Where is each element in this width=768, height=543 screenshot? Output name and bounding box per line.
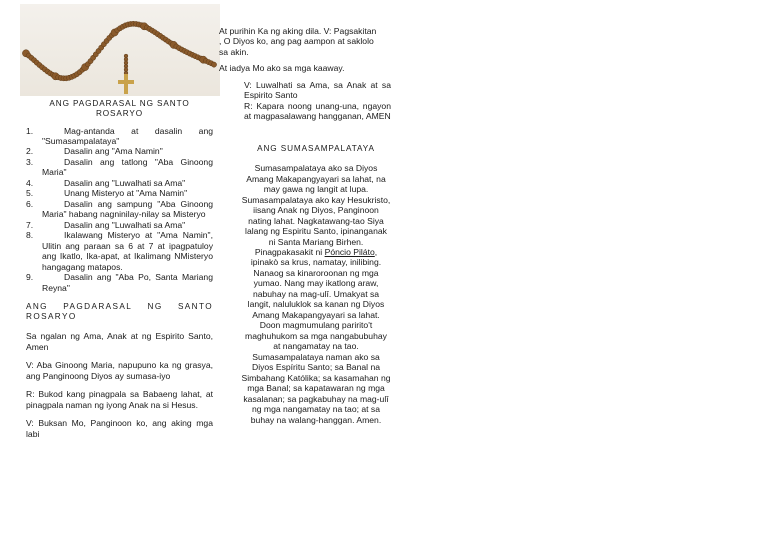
crucifix-icon [118,74,134,94]
step-number: 5. [26,188,34,199]
step-item [26,126,213,147]
step-item [26,188,213,198]
step-text: Dasalin ang "Luwalhati sa Ama" [64,219,186,230]
step-text: Dasalin ang tatlong "Aba Ginoong Maria" [42,156,213,178]
step-number: 2. [26,146,34,157]
prayer-kapara: R: Kapara noong unang-una, ngayon at magpasalawang hangganan, AMEN [244,100,391,122]
prayer-paragraph: V: Buksan Mo, Panginoon ko, ang aking mga labi [26,418,213,439]
prayer-top-text: At purihin Ka ng aking dila. V: Pagsakitan , O Diyos ko, ang pag aampon at saklolo sa akin. [219,26,377,57]
step-number: 4. [26,177,34,188]
rosary-steps-title: ANG PAGDARASAL NG SANTO ROSARYO [49,99,190,119]
step-item [26,178,213,188]
rosary-image [20,4,220,96]
prayer-paragraph: V: Aba Ginoong Maria, napupuno ka ng grasya, ang Panginoong Diyos ay sumasa-iyo [26,360,213,381]
right-column [219,26,391,425]
rosary-prayer-title [26,302,213,312]
prayer-paragraphs [26,331,213,439]
prayer-paragraph: R: Bukod kang pinagpala sa Babaeng lahat, at pinagpala naman ng iyong Anak na si Hesus. [26,389,213,410]
pontius-pilate: Póncio Piláto [324,247,375,257]
step-text: Unang Misteryo at "Ama Namin" [64,188,188,199]
step-number: 1. [26,125,34,136]
step-text: Dasalin ang "Aba Po, Santa Mariang Reyna" [42,272,213,293]
left-column [26,99,213,447]
step-item [26,199,213,220]
creed-title: ANG SUMASAMPALATAYA [257,143,375,153]
step-number: 3. [26,156,34,167]
step-text: Dasalin ang sampung "Aba Ginoong Maria" habang nagninilay-nilay sa Misteryo [42,198,213,220]
prayer-paragraph: Sa ngalan ng Ama, Anak at ng Espirito Santo, Amen [26,331,213,352]
step-number: 7. [26,219,34,230]
step-text: Ikalawang Misteryo at "Ama Namin", Ulitin ang paraan sa 6 at 7 at ipagpatuloy ang Ikatlo, Ika-apat, at Ikalimang NMisteryo hangagang matapos. [42,230,213,272]
step-text: Dasalin ang "Luwalhati sa Ama" [64,177,186,188]
creed-text: Sumasampalataya ako sa Diyos Amang Makapangyayari sa lahat, na may gawa ng langit at lupa. Sumasampalataya ako kay Hesukristo, iisang Anak ng Diyos, Panginoon nating lahat. Nagkatawang-tao Siya lalang ng Espiritu Santo, ipinanganak ni Santa Mariang Birhen. Pinagpakasakit ni Póncio Piláto, ipinakò sa krus, namatay, inilibing. Nanaog sa kinaroroonan ng mga yumao. Nang may ikatlong araw, nabuhay na mag-ulî. Umakyat sa langit, naluluklok sa kanan ng Diyos Amang Makapangyayari sa lahat. Doon magmumulang paririto't maghuhukom sa mga nangabubuhay at nangamatay na tao. Sumasampalataya naman ako sa Diyos Espíritu Santo; sa Banal na Simbahang Katólika; sa kasamahan ng mga Banal; sa kapatawaran ng mga kasalanan; sa pagkabuhay na mag-ulî ng mga nangamatay na tao; at sa buhay na walang-hanggan. Amen. [241,163,391,425]
title-word: ANG [26,302,48,312]
step-text: Dasalin ang "Ama Namin" [64,146,163,157]
step-text: Mag-antanda at dasalin ang "Sumasampalataya" [42,125,213,146]
step-number: 9. [26,272,34,283]
step-number: 8. [26,230,34,241]
rosary-prayer-title-line2: ROSARYO [26,312,77,322]
step-item [26,157,213,178]
title-word: SANTO [177,302,213,312]
title-word: PAGDARASAL [63,302,133,312]
prayer-luwalhati: V: Luwalhati sa Ama, sa Anak at sa Espirito Santo [244,79,391,101]
prayer-tiadya: At iadya Mo ako sa mga kaaway. [219,63,345,74]
step-item [26,272,213,293]
step-item [26,220,213,230]
step-item [26,230,213,272]
rosary-steps-list [26,126,213,294]
step-item [26,146,213,156]
title-word: NG [147,302,163,312]
rosary-bead [211,62,216,67]
step-number: 6. [26,198,34,209]
rosary-icon [20,4,220,96]
